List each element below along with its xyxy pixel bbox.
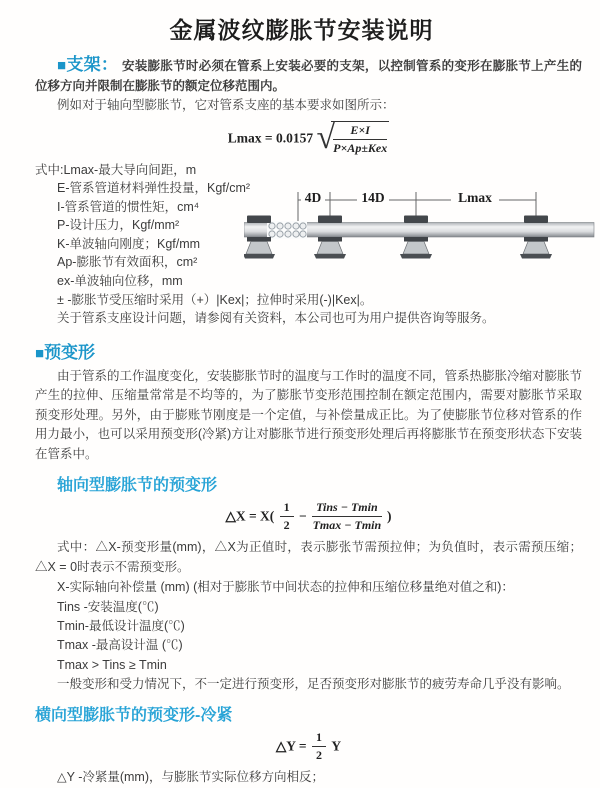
axial-subsection-heading: 轴向型膨胀节的预变形 [57, 477, 218, 495]
note-line: Tmin-最低设计温度(℃) [57, 618, 185, 633]
support-intro-text: 安装膨胀节时必须在管系上安装必要的支架，以控制管系的变形在膨胀节上产生的位移方向并限制在膨胀节的额定位移范围内。 [35, 59, 582, 93]
formula-definitions-block [35, 161, 582, 328]
predeform-section-heading [35, 338, 582, 363]
note-line: Tmax -最高设计温 (℃) [57, 638, 183, 653]
pipe-support [314, 215, 346, 258]
page-title: 金属波纹膨胀节安装说明 [169, 17, 434, 43]
note-line: Tins -安装温度(℃) [57, 599, 159, 614]
support-heading-text: 支架： [66, 55, 119, 74]
definition-line: 式中:Lmax-最大导向间距，m [35, 162, 197, 177]
radical-sign-icon: √ [316, 119, 336, 156]
formula-rhs: Y [331, 738, 342, 754]
dim-label-lmax: Lmax [458, 189, 492, 205]
pipe-anchor [244, 215, 275, 258]
definition-line: 关于管系支座设计问题，请参阅有关资料，本公司也可为用户提供咨询等服务。 [57, 311, 495, 326]
definition-line: ± -膨胀节受压缩时采用（+）|Kex|；拉伸时采用(-)|Kex|。 [57, 292, 373, 307]
predeform-body-text: 由于管系的工作温度变化，安装膨胀节时的温度与工作时的温度不同，管系热膨胀冷缩对膨胀节产生的拉伸、压缩量常常是不均等的，为了膨胀节变形范围控制在额定范围内，需要对膨胀节采取预变形处理。另外，由于膨账节刚度是一个定值，与补偿量成正比。为了使膨胀节位移对管系的作用力最小，也可以采用预变形(冷紧)方让对膨胀节进行预变形处理后再将膨胀节在预变形状态下安装在管系中。 [35, 368, 583, 461]
note-line: X-实际轴向补偿量 (mm) (相对于膨胀节中间状态的拉伸和压缩位移量绝对值之和)： [57, 580, 514, 595]
definition-line: I-管系管道的惯性矩，cm⁴ [57, 199, 200, 214]
formula-lhs: △Y = [275, 738, 307, 754]
guide-spacing-formula [35, 121, 582, 156]
support-section-heading [57, 55, 118, 74]
pipe-support [400, 215, 432, 258]
formula-lhs: △X = X( [225, 508, 275, 524]
pipe-support-diagram [244, 185, 596, 281]
lateral-formula-description: △Y -冷紧量(mm)，与膨胀节实际位移方向相反； [57, 770, 325, 785]
note-line: Tmax > Tins ≥ Tmin [57, 657, 167, 672]
definition-line: P-设计压力，Kgf/mm² [57, 218, 180, 233]
axial-predeform-formula [35, 500, 582, 533]
axial-formula-description: 式中：△X-预变形量(mm)，△X为正值时，表示膨张节需预拉伸；为负值时，表示需预压缩；△X = 0时表示不需预变形。 [35, 540, 582, 574]
definition-line: Ap-膨胀节有效面积，cm² [57, 255, 198, 270]
bellows-icon [267, 221, 307, 239]
lateral-coldtight-formula [35, 730, 582, 763]
support-intro-paragraph [35, 55, 582, 96]
dim-label-4d: 4D [304, 189, 322, 205]
formula-fraction: $\frac{1}{2}$ [312, 730, 326, 763]
formula-fraction: $\frac{1}{2}$ [280, 500, 294, 533]
lateral-subsection-heading: 横向型膨胀节的预变形-冷紧 [35, 707, 233, 725]
definition-line: ex-单波轴向位移，mm [57, 274, 183, 289]
definition-line: E-管系管道材料弹性投量，Kgf/cm² [57, 181, 251, 196]
predeform-heading-text: 预变形 [44, 342, 96, 362]
definition-line: K-单波轴向刚度；Kgf/mm [57, 236, 201, 251]
square-bullet-icon: ■ [57, 57, 67, 74]
support-example-text: 例如对于轴向型膨胀节，它对管系支座的基本要求如图所示： [57, 98, 395, 112]
dim-label-14d: 14D [361, 189, 385, 205]
pipe-support [520, 215, 552, 258]
note-line: 一般变形和受力情况下，不一定进行预变形，足否预变形对膨胀节的疲劳寿命几乎没有影响。 [57, 676, 570, 691]
formula-fraction: $\frac{\text{Tins − Tmin}}{Tmax - Tmin}$ [312, 500, 382, 533]
square-bullet-icon: ■ [35, 344, 45, 362]
formula-rhs: ) [387, 508, 392, 524]
formula-lhs: Lmax = 0.0157 [227, 130, 314, 145]
formula-fraction: $\frac{E\times I}{\text{P×Ap±Kex}}$ [333, 122, 388, 155]
minus-sign: − [299, 508, 307, 524]
axial-notes-block [35, 578, 582, 694]
